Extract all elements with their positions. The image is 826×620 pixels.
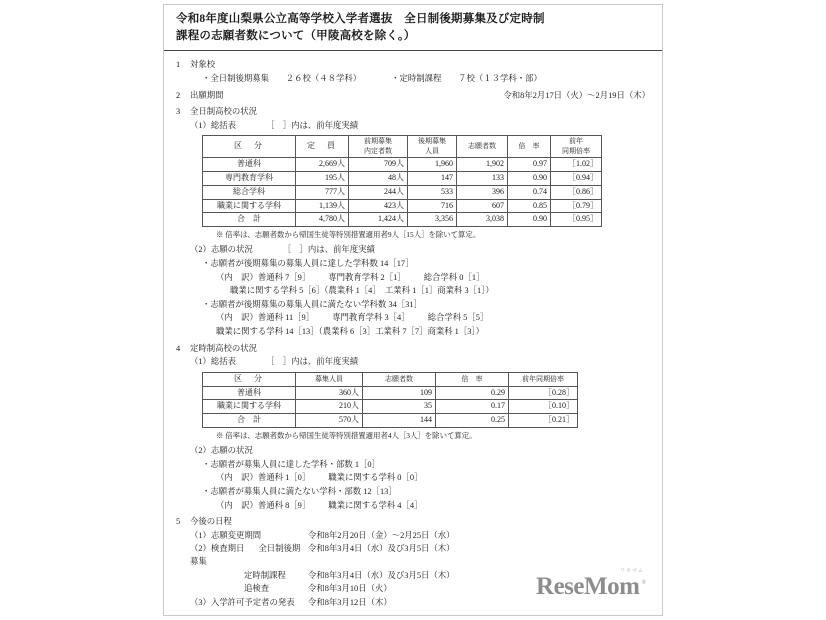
cell-zennen: ［0.21］	[509, 414, 578, 428]
cell-kubun: 職業に関する学科	[203, 400, 296, 414]
schedule-row-2	[176, 543, 650, 568]
cell-kubun: 普通科	[203, 158, 296, 172]
cell-teiin: 777人	[296, 185, 349, 199]
cell-boshu: 360人	[296, 386, 363, 400]
cell-zennen: ［0.86］	[551, 185, 602, 199]
schedule-2-value-3: 令和8年3月10日（火）	[308, 584, 392, 594]
section-4-sub-1: （1）総括表	[190, 357, 237, 367]
cell-teiin: 195人	[296, 172, 349, 186]
cell-zennen: ［0.10］	[509, 400, 578, 414]
s4-bullet-1-detail-wrap	[176, 472, 650, 485]
cell-kubun: 合 計	[203, 213, 296, 227]
s3-b2-b: 専門教育学科 3［4］	[332, 313, 410, 323]
section-5-heading: 今後の日程	[190, 517, 232, 527]
cell-shigan: 396	[457, 185, 508, 199]
section-1-line-1: ・全日制後期募集 ２６校（４８学科）	[202, 73, 362, 83]
table-row	[203, 185, 602, 199]
section-3-sub-2: （2）志願の状況	[190, 245, 253, 255]
cell-bairitsu: 0.74	[508, 185, 551, 199]
cell-bairitsu: 0.90	[508, 213, 551, 227]
cell-zenki: 423人	[349, 199, 408, 213]
schedule-3-label: （3）入学許可予定者の発表	[190, 597, 295, 607]
cell-shigan: 109	[363, 386, 436, 400]
cell-kubun: 専門教育学科	[203, 172, 296, 186]
cell-kouki: 1,960	[408, 158, 457, 172]
table-row	[203, 158, 602, 172]
col-zennen: 前年同期倍率	[509, 372, 578, 386]
cell-bairitsu: 0.85	[508, 199, 551, 213]
cell-kubun: 職業に関する学科	[203, 199, 296, 213]
s4-b1-a: （内 訳）普通科 1［0］	[216, 473, 311, 483]
zennichisei-table	[202, 135, 602, 227]
schedule-1-label: （1）志願変更期間	[190, 530, 262, 540]
section-2-value: 令和8年2月17日（火）〜2月19日（木）	[503, 90, 650, 100]
section-3-heading: 全日制高校の状況	[190, 107, 257, 117]
s3-b1-d: 職業に関する学科 5［6］（農業科 1［4］ 工業科 1［1］商業科 3［1］）	[230, 286, 494, 296]
section-5	[176, 516, 650, 529]
s3-b2-c: 総合学科 5［5］	[427, 313, 489, 323]
schedule-2-value-2: 令和8年3月4日（水）及び3月5日（木）	[308, 570, 455, 580]
section-1-line-2: ・定時制課程 ７校（１３学科・部）	[391, 73, 542, 83]
schedule-3-value: 令和8年3月12日（木）	[308, 597, 392, 607]
teijisei-table-note: ※ 倍率は、志願者数から帰国生徒等特別措置適用者4人［3人］を除いて算定。	[216, 431, 477, 441]
section-3-sub-2-wrap	[176, 244, 650, 257]
section-3-sub-1: （1）総括表	[190, 120, 237, 130]
s4-b2-b: 職業に関する学科 4［4］	[328, 500, 423, 510]
document-page	[163, 4, 663, 616]
schedule-2-label-text: （2）検査期日	[190, 544, 245, 554]
table-row	[203, 400, 578, 414]
watermark-sub-label: リセマム	[620, 569, 644, 574]
cell-zennen: ［0.79］	[551, 199, 602, 213]
s4-bullet-2-detail-wrap	[176, 500, 650, 513]
s4-b2-a: （内 訳）普通科 8［9］	[216, 500, 311, 510]
section-5-number: 5	[176, 517, 181, 527]
col-zenki: 前期募集 内定者数	[349, 136, 408, 158]
teijisei-table	[202, 372, 578, 428]
cell-zenki: 709人	[349, 158, 408, 172]
col-kouki: 後期募集 人員	[408, 136, 457, 158]
document-body	[164, 51, 662, 613]
section-2-heading: 出願期間	[190, 90, 224, 100]
section-4-heading: 定時制高校の状況	[190, 343, 257, 353]
table-total-row	[203, 414, 578, 428]
cell-zenki: 48人	[349, 172, 408, 186]
cell-teiin: 4,780人	[296, 213, 349, 227]
table-row	[203, 199, 602, 213]
section-1-line-1-wrap	[176, 73, 650, 86]
s3-b1-b: 専門教育学科 2［1］	[328, 272, 406, 282]
section-4	[176, 343, 650, 356]
cell-zenki: 244人	[349, 185, 408, 199]
section-3-sub-2-note: ［ ］内は、前年度実績	[282, 245, 375, 255]
table-row	[203, 172, 602, 186]
resemom-watermark	[536, 569, 646, 600]
cell-shigan: 144	[363, 414, 436, 428]
cell-bairitsu: 0.97	[508, 158, 551, 172]
cell-kouki: 716	[408, 199, 457, 213]
section-1-number: 1	[176, 60, 181, 70]
section-4-sub-1-note: ［ ］内は、前年度実績	[266, 357, 359, 367]
section-1	[176, 59, 650, 72]
section-1-heading: 対象校	[190, 60, 216, 70]
s4-bullet-2: ・志願者が募集人員に満たない学科・部数 12［13］	[202, 486, 397, 496]
title-line-1: 令和8年度山梨県公立高等学校入学者選抜 全日制後期募集及び定時制	[176, 13, 545, 25]
cell-kouki: 147	[408, 172, 457, 186]
section-3-sub-1-wrap	[176, 120, 650, 133]
cell-bairitsu: 0.25	[436, 414, 509, 428]
s4-bullet-1: ・志願者が募集人員に達した学科・部数 1［0］	[202, 459, 380, 469]
section-2	[176, 90, 650, 103]
cell-shigan: 133	[457, 172, 508, 186]
s3-bullet-1-detail-wrap	[176, 272, 650, 285]
cell-zennen: ［0.94］	[551, 172, 602, 186]
s3-b2-a: （内 訳）普通科 11［9］	[216, 313, 315, 323]
col-shigan: 志願者数	[363, 372, 436, 386]
col-kubun: 区 分	[203, 136, 296, 158]
cell-zenki: 1,424人	[349, 213, 408, 227]
document-title	[164, 5, 662, 51]
col-bairitsu: 倍 率	[436, 372, 509, 386]
cell-boshu: 570人	[296, 414, 363, 428]
section-4-sub-1-wrap	[176, 356, 650, 369]
col-boshu: 募集人員	[296, 372, 363, 386]
cell-teiin: 2,669人	[296, 158, 349, 172]
table-header-row	[203, 136, 602, 158]
section-3	[176, 106, 650, 119]
schedule-2-sub-1: 全日制後期募集	[190, 544, 301, 567]
section-3-number: 3	[176, 107, 181, 117]
cell-shigan: 1,902	[457, 158, 508, 172]
table-row	[203, 386, 578, 400]
cell-zennen: ［0.28］	[509, 386, 578, 400]
cell-bairitsu: 0.29	[436, 386, 509, 400]
col-bairitsu: 倍 率	[508, 136, 551, 158]
cell-shigan: 35	[363, 400, 436, 414]
s3-b1-a: （内 訳）普通科 7［9］	[216, 272, 311, 282]
schedule-1-value: 令和8年2月20日（金）〜2月25日（水）	[308, 530, 455, 540]
watermark-name: ReseMom	[536, 573, 640, 600]
zennichisei-table-note: ※ 倍率は、志願者数から帰国生徒等特別措置適用者9人［15人］を除いて算定。	[216, 230, 481, 240]
section-2-number: 2	[176, 90, 181, 100]
schedule-2-value-1: 令和8年3月4日（水）及び3月5日（木）	[308, 544, 455, 554]
cell-kouki: 533	[408, 185, 457, 199]
watermark-trademark-icon: ®	[641, 580, 646, 586]
cell-zennen: ［1.02］	[551, 158, 602, 172]
cell-shigan: 607	[457, 199, 508, 213]
col-teiin: 定 員	[296, 136, 349, 158]
table-total-row	[203, 213, 602, 227]
cell-teiin: 1,139人	[296, 199, 349, 213]
cell-zennen: ［0.95］	[551, 213, 602, 227]
section-3-sub-1-note: ［ ］内は、前年度実績	[266, 120, 359, 130]
cell-kouki: 3,356	[408, 213, 457, 227]
cell-bairitsu: 0.17	[436, 400, 509, 414]
cell-kubun: 合 計	[203, 414, 296, 428]
cell-kubun: 普通科	[203, 386, 296, 400]
title-line-2: 課程の志願者数について（甲陵高校を除く。）	[176, 29, 416, 42]
col-kubun: 区 分	[203, 372, 296, 386]
s3-bullet-2: ・志願者が後期募集の募集人員に満たない学科数 34［31］	[202, 299, 422, 309]
cell-boshu: 210人	[296, 400, 363, 414]
section-4-sub-2: （2）志願の状況	[190, 446, 253, 456]
col-zennen: 前年 同期倍率	[551, 136, 602, 158]
cell-kubun: 総合学科	[203, 185, 296, 199]
s3-b1-c: 総合学科 0［1］	[423, 272, 485, 282]
col-shigan: 志願者数	[457, 136, 508, 158]
cell-shigan: 3,038	[457, 213, 508, 227]
section-4-number: 4	[176, 343, 181, 353]
s3-b2-d: 職業に関する学科 14［13］（農業科 6［3］工業科 7［7］商業科 1［3］）	[216, 327, 484, 337]
table-header-row	[203, 372, 578, 386]
schedule-2-sub-3: 追検査	[244, 584, 270, 594]
schedule-2-sub-2: 定時制課程	[244, 570, 286, 580]
cell-bairitsu: 0.90	[508, 172, 551, 186]
s3-bullet-2-detail-wrap	[176, 312, 650, 325]
s3-bullet-1: ・志願者が後期募集の募集人員に達した学科数 14［17］	[202, 258, 414, 268]
schedule-row-1	[176, 530, 650, 543]
s4-b1-b: 職業に関する学科 0［0］	[328, 473, 423, 483]
schedule-2-label	[190, 543, 308, 568]
